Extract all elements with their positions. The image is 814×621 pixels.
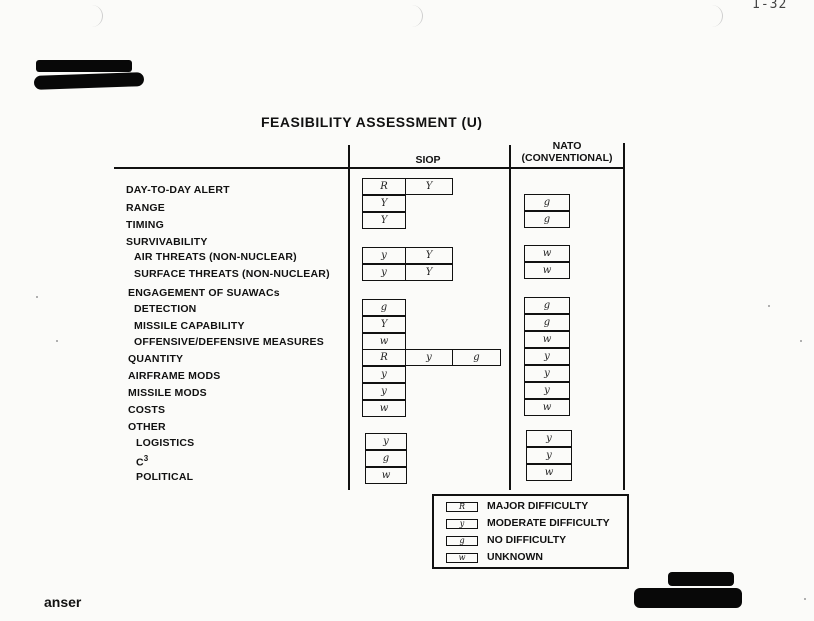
row-label-air-threats: AIR THREATS (NON-NUCLEAR) xyxy=(134,251,297,263)
divider-siop-left xyxy=(348,145,350,490)
siop-quantity-1: R xyxy=(362,349,406,366)
siop-missile-capability: Y xyxy=(362,316,406,333)
siop-c3: g xyxy=(365,450,407,467)
header-rule xyxy=(114,167,625,169)
row-label-airframe-mods: AIRFRAME MODS xyxy=(128,370,221,382)
siop-political: w xyxy=(365,467,407,484)
row-label-other: OTHER xyxy=(128,421,166,433)
siop-air-threats-1: y xyxy=(362,247,406,264)
siop-airframe-mods: y xyxy=(362,366,406,383)
row-label-surface-threats: SURFACE THREATS (NON-NUCLEAR) xyxy=(134,268,330,280)
column-header-nato xyxy=(512,140,622,164)
legend-label-moderate: MODERATE DIFFICULTY xyxy=(487,517,610,529)
column-header-nato-line2: (CONVENTIONAL) xyxy=(521,152,613,164)
legend-swatch-none: g xyxy=(446,536,478,546)
redaction-footer-top xyxy=(668,572,734,586)
siop-logistics: y xyxy=(365,433,407,450)
c3-base: C xyxy=(136,456,144,469)
row-label-missile-capability: MISSILE CAPABILITY xyxy=(134,320,245,332)
legend-label-major: MAJOR DIFFICULTY xyxy=(487,500,589,512)
siop-quantity-2: y xyxy=(405,349,453,366)
siop-surface-threats-1: y xyxy=(362,264,406,281)
nato-surface-threats: w xyxy=(524,262,570,279)
nato-costs: w xyxy=(524,399,570,416)
nato-timing: g xyxy=(524,211,570,228)
scan-speck xyxy=(804,598,806,600)
row-label-detection: DETECTION xyxy=(134,303,197,315)
redaction-header-top xyxy=(36,60,132,72)
scan-speck xyxy=(36,296,38,298)
punch-hole-left xyxy=(92,5,103,27)
row-label-survivability: SURVIVABILITY xyxy=(126,236,208,248)
row-label-missile-mods: MISSILE MODS xyxy=(128,387,207,399)
nato-offensive-defensive: w xyxy=(524,331,570,348)
siop-surface-threats-2: Y xyxy=(405,264,453,281)
siop-costs: w xyxy=(362,400,406,417)
column-header-nato-line1: NATO xyxy=(552,140,582,152)
c3-superscript: 3 xyxy=(143,454,149,463)
legend-label-none: NO DIFFICULTY xyxy=(487,534,567,546)
page-number: 1-32 xyxy=(752,0,788,12)
nato-political: w xyxy=(526,464,572,481)
divider-nato-right xyxy=(623,143,625,490)
row-label-offensive-defensive: OFFENSIVE/DEFENSIVE MEASURES xyxy=(134,336,324,348)
row-label-timing: TIMING xyxy=(126,219,164,231)
page-title: FEASIBILITY ASSESSMENT (U) xyxy=(261,114,483,130)
siop-timing: Y xyxy=(362,212,406,229)
siop-range: Y xyxy=(362,195,406,212)
divider-siop-right xyxy=(509,145,511,490)
row-label-quantity: QUANTITY xyxy=(128,353,184,365)
row-label-political: POLITICAL xyxy=(136,471,194,483)
siop-day-to-day-alert-2: Y xyxy=(405,178,453,195)
legend-swatch-moderate: y xyxy=(446,519,478,529)
row-label-logistics: LOGISTICS xyxy=(136,437,195,449)
nato-detection: g xyxy=(524,297,570,314)
siop-missile-mods: y xyxy=(362,383,406,400)
row-label-engagement: ENGAGEMENT OF SUAWACs xyxy=(128,287,280,299)
nato-missile-capability: g xyxy=(524,314,570,331)
row-label-range: RANGE xyxy=(126,202,165,214)
siop-offensive-defensive: w xyxy=(362,333,406,350)
legend-swatch-major: R xyxy=(446,502,478,512)
scan-speck xyxy=(768,305,770,307)
punch-hole-right xyxy=(712,5,723,27)
punch-hole-center xyxy=(412,5,423,27)
siop-quantity-3: g xyxy=(452,349,501,366)
scan-speck xyxy=(800,340,802,342)
nato-c3: y xyxy=(526,447,572,464)
column-header-siop: SIOP xyxy=(415,154,441,166)
nato-range: g xyxy=(524,194,570,211)
redaction-footer-bottom xyxy=(634,588,742,608)
scan-speck xyxy=(56,340,58,342)
nato-missile-mods: y xyxy=(524,382,570,399)
nato-air-threats: w xyxy=(524,245,570,262)
siop-detection: g xyxy=(362,299,406,316)
siop-air-threats-2: Y xyxy=(405,247,453,264)
nato-logistics: y xyxy=(526,430,572,447)
siop-day-to-day-alert-1: R xyxy=(362,178,406,195)
nato-airframe-mods: y xyxy=(524,365,570,382)
legend-swatch-unknown: w xyxy=(446,553,478,563)
row-label-costs: COSTS xyxy=(128,404,166,416)
nato-quantity: y xyxy=(524,348,570,365)
footer-logo-text: anser xyxy=(44,594,82,610)
redaction-header-bottom xyxy=(34,72,144,90)
legend-label-unknown: UNKNOWN xyxy=(487,551,543,563)
row-label-c3 xyxy=(136,454,148,469)
row-label-day-to-day-alert: DAY-TO-DAY ALERT xyxy=(126,184,230,196)
